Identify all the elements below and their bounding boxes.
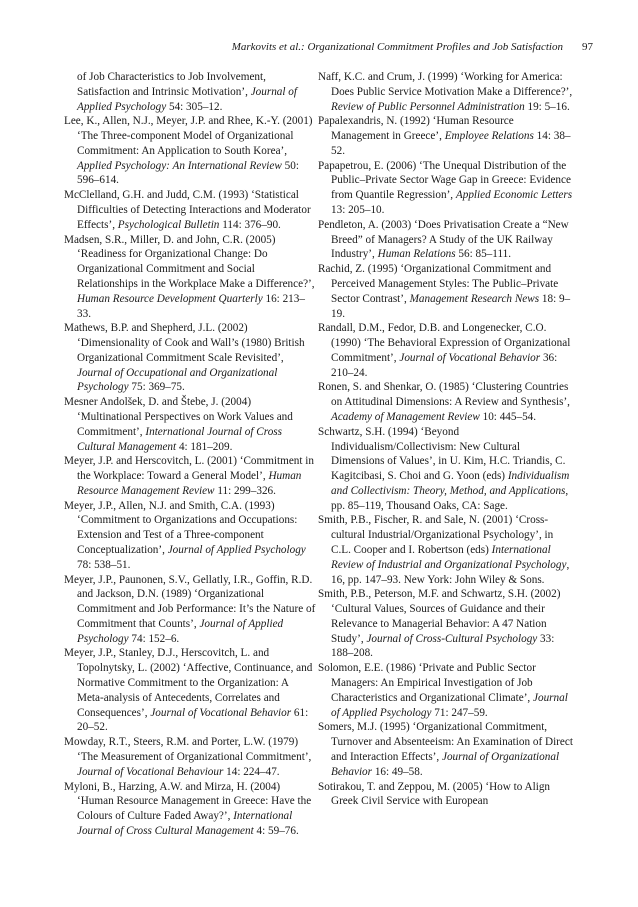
- reference-text: Papapetrou, E. (2006) ‘The Unequal Distribution of the Public–Private Sector Wage Gap in Greece: Evidence from Quantile Regression’,: [318, 159, 571, 202]
- reference-source-title: Journal of Cross-Cultural Psychology: [366, 632, 538, 645]
- reference-text: of Job Characteristics to Job Involvement, Satisfaction and Intrinsic Motivation’,: [77, 71, 266, 98]
- reference-text: Lee, K., Allen, N.J., Meyer, J.P. and Rhee, K.-Y. (2001) ‘The Three-component Model of Organizational Commitment: An Application to South Korea’,: [64, 115, 313, 157]
- reference-text: 56: 85–111.: [455, 248, 512, 261]
- reference-source-title: Journal of Vocational Behaviour: [77, 765, 224, 778]
- reference-source-title: International Journal of Cross Cultural Management: [77, 425, 283, 453]
- reference-text: Solomon, E.E. (1986) ‘Private and Public Sector Managers: An Empirical Investigation of Job Characteristics and Organizational Climate’,: [318, 662, 536, 704]
- reference-entry: [318, 513, 574, 587]
- reference-text: Myloni, B., Harzing, A.W. and Mirza, H. (2004) ‘Human Resource Management in Greece: Have the Colours of Culture Faded Away?’,: [64, 780, 312, 823]
- reference-text: 4: 181–209.: [176, 440, 233, 453]
- reference-text: Meyer, J.P., Paunonen, S.V., Gellatly, I.R., Goffin, R.D. and Jackson, D.N. (1989) ‘Organizational Commitment and Job Performance: It’s the Nature of Commitment that Counts’,: [64, 573, 316, 630]
- reference-source-title: Academy of Management Review: [331, 410, 480, 423]
- reference-text: 16: 213–33.: [77, 292, 305, 320]
- running-head: [0, 41, 638, 57]
- reference-text: Schwartz, S.H. (1994) ‘Beyond Individualism/Collectivism: New Cultural Dimensions of Values’, in U. Kim, H.C. Triandis, C. Kagitcibasi, S. Choi and G. Yoon (eds): [318, 425, 566, 483]
- reference-text: Meyer, J.P., Stanley, D.J., Herscovitch, L. and Topolnytsky, L. (2002) ‘Affective, Continuance, and Normative Commitment to the Organization: A Meta-analysis of Antecedents, Correlates and Consequences’,: [64, 647, 313, 719]
- reference-entry: [318, 425, 574, 514]
- reference-text: Papalexandris, N. (1992) ‘Human Resource Management in Greece’,: [318, 115, 514, 143]
- reference-text: 114: 376–90.: [219, 218, 281, 231]
- reference-text: 18: 9–19.: [331, 292, 571, 320]
- reference-text: 14: 38–52.: [331, 130, 571, 157]
- reference-entry: [64, 735, 316, 779]
- page-number: 97: [582, 41, 593, 53]
- reference-entry: [318, 780, 574, 810]
- reference-source-title: Employee Relations: [444, 130, 534, 143]
- reference-entry: [318, 218, 574, 262]
- reference-source-title: Journal of Applied Psychology: [167, 544, 306, 556]
- reference-source-title: Management Research News: [409, 292, 540, 305]
- reference-text: Madsen, S.R., Miller, D. and John, C.R. (2005) ‘Readiness for Organizational Change: Do Organizational Commitment and Social Relationships in the Workplace Make a Difference?’,: [64, 233, 315, 290]
- reference-text: 33: 188–208.: [331, 632, 555, 660]
- reference-entry: [318, 159, 574, 218]
- reference-text: 19: 5–16.: [524, 100, 570, 113]
- reference-entry: [318, 114, 574, 158]
- reference-text: 11: 299–326.: [214, 484, 276, 497]
- reference-entry: [318, 720, 574, 779]
- reference-source-title: Journal of Vocational Behavior: [150, 706, 292, 719]
- reference-source-title: Applied Economic Letters: [455, 189, 573, 202]
- reference-source-title: Human Resource Management Review: [77, 470, 302, 497]
- reference-text: Rachid, Z. (1995) ‘Organizational Commitment and Perceived Management Styles: The Public–Private Sector Contrast’,: [318, 263, 559, 305]
- reference-source-title: Journal of Applied Psychology: [77, 85, 297, 113]
- reference-text: 16: 49–58.: [372, 765, 423, 778]
- reference-text: , pp. 85–119, Thousand Oaks, CA: Sage.: [331, 484, 569, 512]
- reference-text: Smith, P.B., Fischer, R. and Sale, N. (2001) ‘Cross-cultural Industrial/Organizational Psychology’, in C.L. Cooper and I. Robertson (eds): [318, 514, 554, 556]
- reference-entry: [64, 646, 316, 735]
- reference-entry: [64, 188, 316, 232]
- reference-source-title: Review of Public Personnel Administration: [331, 100, 525, 113]
- reference-source-title: Journal of Applied Psychology: [77, 617, 284, 645]
- reference-text: Pendleton, A. (2003) ‘Does Privatisation Create a “New Breed” of Managers? A Study of the UK Railway Industry’,: [318, 218, 569, 261]
- reference-source-title: Human Resource Development Quarterly: [77, 292, 263, 305]
- reference-source-title: Psychological Bulletin: [117, 218, 220, 231]
- reference-text: Mathews, B.P. and Shepherd, J.L. (2002) ‘Dimensionality of Cook and Wall’s (1980) British Organizational Commitment Scale Revisited’,: [64, 322, 305, 364]
- reference-text: 71: 247–59.: [431, 706, 488, 719]
- reference-entry: [64, 395, 316, 454]
- reference-entry: [64, 573, 316, 647]
- reference-entry: [64, 454, 316, 498]
- reference-source-title: Journal of Organizational Behavior: [331, 750, 560, 778]
- reference-entry: [318, 70, 574, 114]
- reference-source-title: Human Relations: [377, 248, 456, 261]
- reference-text: Mowday, R.T., Steers, R.M. and Porter, L.W. (1979) ‘The Measurement of Organizational Commitment’,: [64, 736, 312, 763]
- reference-source-title: Journal of Applied Psychology: [331, 691, 568, 719]
- reference-text: Sotirakou, T. and Zeppou, M. (2005) ‘How to Align Greek Civil Service with European: [318, 780, 551, 808]
- reference-text: 54: 305–12.: [166, 100, 223, 113]
- reference-entry: [64, 321, 316, 395]
- reference-text: 75: 369–75.: [128, 381, 185, 394]
- reference-source-title: International Review of Industrial and Organizational Psychology: [331, 544, 567, 571]
- reference-text: 13: 205–10.: [331, 204, 385, 217]
- reference-text: Meyer, J.P., Allen, N.J. and Smith, C.A. (1993) ‘Commitment to Organizations and Occupations: Extension and Test of a Three-component Conceptualization’,: [64, 499, 298, 556]
- reference-text: 61: 20–52.: [77, 706, 309, 734]
- reference-text: 14: 224–47.: [223, 765, 280, 778]
- reference-text: Smith, P.B., Peterson, M.F. and Schwartz, S.H. (2002) ‘Cultural Values, Sources of Guidance and their Relevance to Managerial Behavior: A 47 Nation Study’,: [318, 588, 561, 645]
- reference-text: 74: 152–6.: [128, 632, 180, 645]
- reference-source-title: Applied Psychology: An International Review: [77, 159, 282, 172]
- reference-text: Naff, K.C. and Crum, J. (1999) ‘Working for America: Does Public Service Motivation Make a Difference?’,: [318, 71, 573, 98]
- reference-entry: [318, 380, 574, 424]
- reference-text: McClelland, G.H. and Judd, C.M. (1993) ‘Statistical Difficulties of Detecting Interactions and Moderator Effects’,: [64, 189, 311, 231]
- reference-text: 78: 538–51.: [77, 558, 131, 571]
- reference-source-title: International Journal of Cross Cultural Management: [77, 810, 293, 837]
- reference-entry: [318, 661, 574, 720]
- reference-text: 36: 210–24.: [331, 351, 558, 379]
- reference-source-title: Journal of Occupational and Organizational Psychology: [77, 366, 278, 394]
- reference-entry: [318, 587, 574, 661]
- running-title: Markovits et al.: Organizational Commitment Profiles and Job Satisfaction: [231, 41, 563, 53]
- reference-text: 50: 596–614.: [77, 159, 299, 187]
- reference-entry: [64, 780, 316, 839]
- reference-text: Ronen, S. and Shenkar, O. (1985) ‘Clustering Countries on Attitudinal Dimensions: A Review and Synthesis’,: [318, 381, 570, 409]
- reference-text: 10: 445–54.: [479, 410, 537, 423]
- reference-source-title: Individualism and Collectivism: Theory, Method, and Applications: [331, 470, 570, 497]
- reference-entry: [318, 262, 574, 321]
- reference-entry: [318, 321, 574, 380]
- reference-entry: [64, 114, 316, 188]
- reference-entry: [64, 233, 316, 322]
- reference-text: , 16, pp. 147–93. New York: John Wiley & Sons.: [331, 558, 570, 586]
- reference-entry: [64, 70, 316, 114]
- reference-entry: [64, 499, 316, 573]
- reference-text: Mesner Andolšek, D. and Štebe, J. (2004) ‘Multinational Perspectives on Work Values and Commitment’,: [64, 396, 293, 438]
- reference-text: Meyer, J.P. and Herscovitch, L. (2001) ‘Commitment in the Workplace: Toward a General Model’,: [64, 455, 314, 483]
- reference-text: Randall, D.M., Fedor, D.B. and Longenecker, C.O. (1990) ‘The Behavioral Expression of Organizational Commitment’,: [318, 322, 571, 364]
- reference-text: Somers, M.J. (1995) ‘Organizational Commitment, Turnover and Absenteeism: An Examination of Direct and Interaction Effects’,: [318, 721, 573, 763]
- reference-text: 4: 59–76.: [253, 824, 299, 837]
- references-left-column: [64, 70, 316, 839]
- reference-source-title: Journal of Vocational Behavior: [399, 351, 541, 364]
- references-right-column: [318, 70, 574, 809]
